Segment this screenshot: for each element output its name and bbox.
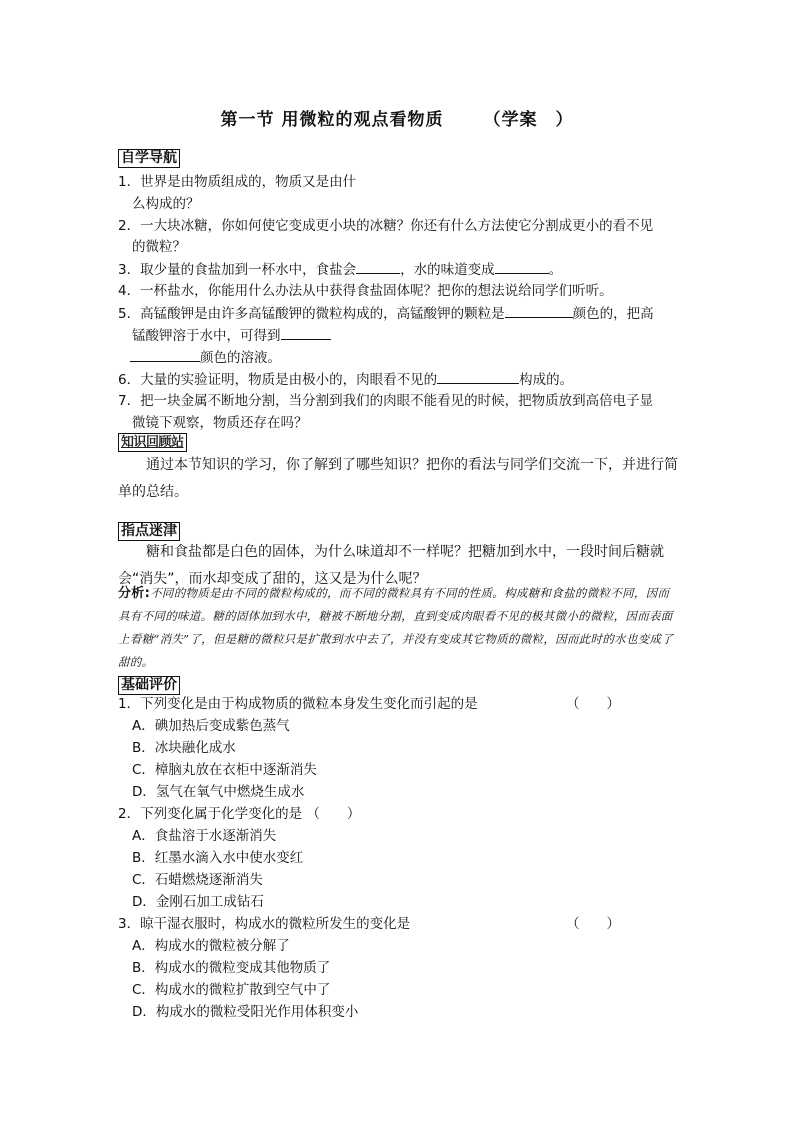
answer-parenthesis[interactable]: （ ） xyxy=(566,916,620,932)
answer-parenthesis[interactable]: （ ） xyxy=(566,696,620,712)
answer-blank[interactable] xyxy=(281,325,331,340)
question-5-text-c: 锰酸钾溶于水中，可得到 xyxy=(132,328,281,344)
question-6 xyxy=(118,369,573,390)
question-6-text-b: 构成的。 xyxy=(519,372,574,388)
section-heading-tips: 指点迷津 xyxy=(118,522,180,541)
eval-q1-option-d[interactable]: D．氢气在氧气中燃烧生成水 xyxy=(132,784,305,800)
eval-q2-option-b[interactable]: B．红墨水滴入水中使水变红 xyxy=(132,850,304,866)
question-3-text-b: ，水的味道变成 xyxy=(400,262,495,278)
eval-question-1: 1．下列变化是由于构成物质的微粒本身发生变化而引起的是 xyxy=(118,696,478,712)
answer-blank[interactable] xyxy=(130,347,200,362)
title-main: 第一节 用微粒的观点看物质 xyxy=(220,110,444,130)
question-3-text-a: 3．取少量的食盐加到一杯水中，食盐会 xyxy=(118,262,357,278)
eval-q3-option-a[interactable]: A．构成水的微粒被分解了 xyxy=(132,938,290,954)
section-heading-review: 知识回顾站 xyxy=(118,433,187,452)
eval-q2-option-c[interactable]: C．石蜡燃烧逐渐消失 xyxy=(132,872,263,888)
page-title xyxy=(0,105,794,130)
analysis-paragraph xyxy=(118,582,678,674)
question-3 xyxy=(118,259,562,280)
question-3-text-c: 。 xyxy=(548,262,563,278)
eval-q1-option-b[interactable]: B．冰块融化成水 xyxy=(132,740,236,756)
answer-blank[interactable] xyxy=(356,259,400,274)
section-heading-evaluation: 基础评价 xyxy=(118,676,180,695)
analysis-text: 不同的物质是由不同的微粒构成的，而不同的微粒具有不同的性质。构成糖和食盐的微粒不同，因而具有不同的味道。糖的固体加到水中，糖被不断地分割，直到变成肉眼看不见的极其微小的微粒，因而表面上看糖“消失”了，但是糖的微粒只是扩散到水中去了，并没有变成其它物质的微粒，因而此时的水也变成了甜的。 xyxy=(118,586,674,669)
answer-blank[interactable] xyxy=(495,259,549,274)
tips-paragraph: 糖和食盐都是白色的固体，为什么味道却不一样呢？把糖加到水中，一段时间后糖就会“消失”，而水却变成了甜的，这又是为什么呢？ xyxy=(118,544,664,587)
question-5-line-3 xyxy=(130,347,281,368)
review-paragraph: 通过本节知识的学习，你了解到了哪些知识？把你的看法与同学们交流一下，并进行简单的总结。 xyxy=(118,457,678,500)
question-4: 4．一杯盐水，你能用什么办法从中获得食盐固体呢？把你的想法说给同学们听听。 xyxy=(118,283,613,299)
question-6-text-a: 6．大量的实验证明，物质是由极小的，肉眼看不见的 xyxy=(118,372,438,388)
title-close: ） xyxy=(555,110,574,130)
question-5-text-b: 颜色的，把高 xyxy=(572,306,654,322)
eval-q2-option-d[interactable]: D．金刚石加工成钻石 xyxy=(132,894,264,910)
eval-q3-option-c[interactable]: C．构成水的微粒扩散到空气中了 xyxy=(132,982,331,998)
eval-q3-option-b[interactable]: B．构成水的微粒变成其他物质了 xyxy=(132,960,331,976)
question-5-text-a: 5．高锰酸钾是由许多高锰酸钾的微粒构成的，高锰酸钾的颗粒是 xyxy=(118,306,505,322)
title-open: （学案 xyxy=(483,110,538,130)
question-7-line-1: 7．把一块金属不断地分割，当分割到我们的肉眼不能看见的时候，把物质放到高倍电子显 xyxy=(118,393,654,409)
question-5-line-1 xyxy=(118,303,654,324)
eval-question-3: 3．晾干湿衣服时，构成水的微粒所发生的变化是 xyxy=(118,916,411,932)
question-2-line-2: 的微粒？ xyxy=(132,239,186,255)
question-7-line-2: 微镜下观察，物质还存在吗？ xyxy=(132,415,308,431)
eval-q2-option-a[interactable]: A．食盐溶于水逐渐消失 xyxy=(132,828,277,844)
question-5-text-d: 颜色的溶液。 xyxy=(200,350,281,366)
eval-q1-option-c[interactable]: C．樟脑丸放在衣柜中逐渐消失 xyxy=(132,762,317,778)
eval-q3-option-d[interactable]: D．构成水的微粒受阳光作用体积变小 xyxy=(132,1004,359,1020)
eval-q1-option-a[interactable]: A．碘加热后变成紫色蒸气 xyxy=(132,718,290,734)
analysis-label: 分析: xyxy=(118,586,151,601)
question-2-line-1: 2．一大块冰糖，你如何使它变成更小块的冰糖？你还有什么方法使它分割成更小的看不见 xyxy=(118,218,654,234)
section-heading-self-study: 自学导航 xyxy=(118,149,180,168)
question-1-line-1: 1．世界是由物质组成的，物质又是由什 xyxy=(118,174,357,190)
answer-blank[interactable] xyxy=(505,303,573,318)
question-1-line-2: 么构成的？ xyxy=(132,196,200,212)
answer-blank[interactable] xyxy=(437,369,519,384)
question-5-line-2 xyxy=(132,325,331,346)
eval-question-2: 2．下列变化属于化学变化的是 （ ） xyxy=(118,806,361,822)
